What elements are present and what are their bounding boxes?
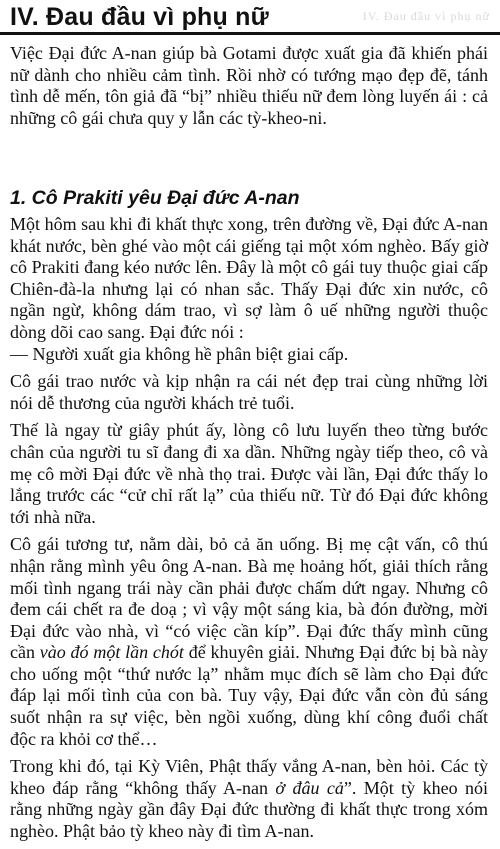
paragraph-4 — [10, 534, 488, 750]
paragraph-5 — [10, 756, 488, 842]
paragraph-2: Cô gái trao nước và kịp nhận ra cái nét đẹp trai cùng những lời nói dễ thương của người khách trẻ tuổi. — [10, 371, 488, 413]
paragraph-3: Thế là ngay từ giây phút ấy, lòng cô lưu luyến theo từng bước chân của người tu sĩ đang đi xa dần. Những ngày tiếp theo, cô và mẹ cô mời Đại đức về nhà thọ trai. Được vài lần, Đại đức thấy lo lắng trước các “cử chỉ rất lạ” của thiếu nữ. Từ đó Đại đức không tới nhà nữa. — [10, 420, 488, 527]
paragraph-1: Một hôm sau khi đi khất thực xong, trên đường về, Đại đức A-nan khát nước, bèn ghé vào một cái giếng tại một xóm nghèo. Bấy giờ cô Prakiti đang kéo nước lên. Đây là một cô gái tuy thuộc giai cấp Chiên-đà-la nhưng lại có nhan sắc. Thấy Đại đức xin nước, cô ngần ngừ, không dám trao, vì sợ làm ô uế những người thuộc dòng dõi cao sang. Đại đức nói : — [10, 214, 488, 342]
paragraph-5-text-a: Trong khi đó, tại Kỳ Viên, Phật thấy vắng A-nan, bèn hỏi. Các tỳ kheo đáp rằng “không thấy A-nan — [10, 756, 488, 798]
section-heading: 1. Cô Prakiti yêu Đại đức A-nan — [10, 187, 300, 209]
paragraph-4-text-a: Cô gái tương tư, nằm dài, bỏ cả ăn uống. Bị mẹ cật vấn, cô thú nhận rằng mình yêu ông A-nan. Bà mẹ hoảng hốt, giải thích rằng mối tình ngang trái này cần phải được chấm dứt ngay. Nhưng cô đem cái chết ra đe doạ ; vì vậy một sáng kia, bà đón đường, mời Đại đức vào nhà, vì “có việc cần kíp”. Đại đức thấy mình cũng cần — [10, 534, 488, 663]
title-underline — [0, 32, 500, 35]
paragraph-4-text-b: để khuyên giải. Nhưng Đại đức bị bà này cho uống một “thứ nước lạ” nhằm mục đích sẽ làm cho Đại đức đáp lại mối tình của con bà. Tuy vậy, Đại đức vẫn còn đủ sáng suốt nhận ra sự việc, bèn ngồi xuống, dùng khí công đuổi chất độc ra khỏi cơ thể… — [10, 642, 488, 749]
section-body — [10, 214, 488, 849]
intro-paragraph: Việc Đại đức A-nan giúp bà Gotami được xuất gia đã khiến phái nữ dành cho nhiều cảm tình. Rồi nhờ có tướng mạo đẹp đẽ, tánh tình dễ mến, tôn giả đã “bị” nhiều thiếu nữ đem lòng luyến ái : cả những cô gái chưa quy y lẫn các tỳ-kheo-ni. — [10, 43, 488, 128]
chapter-title: IV. Đau đầu vì phụ nữ — [10, 3, 269, 31]
paragraph-4-emphasis: vào đó một lần chót — [39, 642, 184, 663]
paragraph-5-emphasis: ở đâu cả — [275, 777, 344, 798]
paragraph-1-quote: — Người xuất gia không hề phân biệt giai cấp. — [10, 343, 349, 364]
paragraph-5-text-b: ”. Một tỳ kheo nói rằng những ngày gần đây Đại đức thường đi khất thực trong xóm nghèo. Phật bảo tỳ kheo này đi tìm A-nan. — [10, 777, 488, 842]
bleed-through-text: IV. Đau đầu vì phụ nữ — [362, 9, 490, 23]
